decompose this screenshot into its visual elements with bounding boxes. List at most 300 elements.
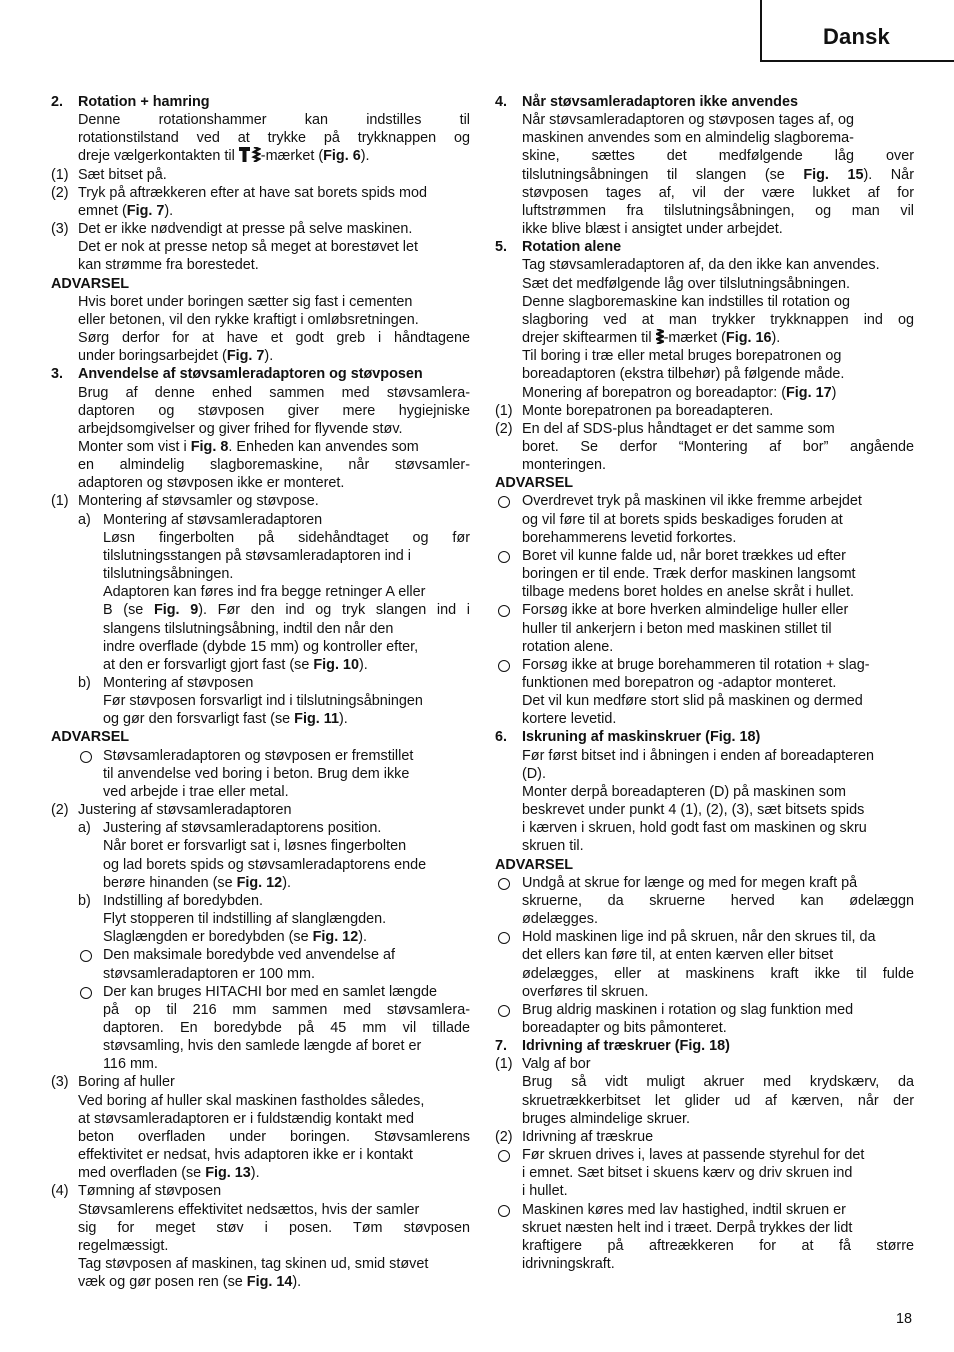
text-line bbox=[495, 910, 914, 928]
text-line bbox=[495, 1001, 914, 1019]
text-line bbox=[495, 129, 914, 147]
line-text: Flyt stopperen til indstilling af slanglængden. bbox=[103, 911, 387, 928]
text-line bbox=[51, 819, 470, 837]
text-line bbox=[495, 946, 914, 964]
text-line bbox=[495, 1219, 914, 1237]
line-text: regelmæssigt. bbox=[78, 1237, 169, 1254]
text-line bbox=[51, 928, 470, 946]
line-text: Brug så vidt muligt akruer med krydskærv, da bbox=[522, 1074, 914, 1091]
line-text: Sæt bitset på. bbox=[78, 166, 167, 183]
item-marker: b) bbox=[78, 892, 91, 909]
line-text: (D). bbox=[522, 765, 546, 782]
line-text: på op til 216 mm sammen med støvsamlera- bbox=[103, 1001, 470, 1018]
text-line bbox=[495, 529, 914, 547]
line-text: Rotation + hamring bbox=[78, 94, 210, 110]
line-text: Når støvsamleradaptoren og støvposen tages af, og bbox=[522, 112, 854, 129]
line-text: En del af SDS-plus håndtaget er det samme som bbox=[522, 420, 835, 437]
line-text: boreadapter og bits påmonteret. bbox=[522, 1019, 727, 1036]
line-text: Tag støvposen af maskinen, tag skinen ud, smid støvet bbox=[78, 1256, 429, 1272]
text-fragment: Monter som vist i bbox=[78, 438, 191, 455]
text-line bbox=[495, 747, 914, 765]
line-text: Monter derpå boreadapteren (D) på maskinen som bbox=[522, 783, 846, 800]
figure-reference: Fig. 6 bbox=[323, 148, 361, 165]
text-line bbox=[495, 347, 914, 365]
left-column bbox=[51, 93, 470, 1291]
figure-reference: Fig. 8 bbox=[190, 438, 229, 455]
text-line bbox=[495, 983, 914, 1001]
item-marker: (3) bbox=[51, 1074, 69, 1091]
line-text: Støvsamleradaptoren og støvposen er fremstillet bbox=[103, 747, 414, 764]
item-marker: (2) bbox=[495, 1128, 513, 1145]
text-line bbox=[51, 1164, 470, 1182]
item-marker: a) bbox=[78, 511, 91, 528]
text-fragment: ). bbox=[360, 148, 370, 165]
text-fragment: ). bbox=[264, 348, 274, 365]
text-line bbox=[495, 184, 914, 202]
text-line bbox=[495, 547, 914, 565]
text-line bbox=[51, 765, 470, 783]
line-text: Indstilling af boredybden. bbox=[103, 892, 264, 909]
text-line bbox=[51, 492, 470, 510]
text-line bbox=[51, 892, 470, 910]
text-fragment: ). Før den ind og tryk slangen ind i bbox=[198, 602, 470, 619]
text-line bbox=[51, 402, 470, 420]
item-marker: (4) bbox=[51, 1183, 69, 1200]
figure-reference: Fig. 11 bbox=[294, 711, 339, 728]
text-fragment: dreje vælgerkontakten til bbox=[78, 148, 239, 165]
line-text: Sørg derfor for at have et godt greb i håndtagene bbox=[78, 330, 470, 347]
item-marker: (2) bbox=[495, 420, 513, 437]
line-text: ved arbejde i trae eller metal. bbox=[103, 783, 289, 800]
text-line bbox=[495, 837, 914, 855]
text-line bbox=[51, 1073, 470, 1091]
text-line bbox=[495, 166, 914, 184]
text-line bbox=[51, 1146, 470, 1164]
figure-reference: Fig. 7 bbox=[126, 202, 165, 219]
text-fragment: . Enheden kan anvendes som bbox=[228, 438, 419, 455]
text-line bbox=[495, 1255, 914, 1273]
item-marker: 3. bbox=[51, 366, 64, 383]
text-line bbox=[51, 874, 470, 892]
text-line bbox=[51, 1055, 470, 1073]
text-line bbox=[495, 1146, 914, 1164]
line-text: Denne rotationshammer kan indstilles til bbox=[78, 112, 470, 129]
section-heading bbox=[495, 93, 914, 111]
text-fragment: og gør den forsvarligt fast (se bbox=[103, 711, 295, 728]
line-text: boret. Se derfor “Montering af bor” angående bbox=[522, 438, 914, 455]
line-text: Justering af støvsamleradaptorens position. bbox=[103, 820, 382, 837]
item-marker: a) bbox=[78, 820, 91, 837]
text-line bbox=[495, 202, 914, 220]
line-text: Undgå at skrue for længe og med for megen kraft på bbox=[522, 874, 858, 891]
text-fragment: drejer skiftearmen til bbox=[522, 330, 656, 347]
text-line bbox=[51, 674, 470, 692]
line-text: kraftigere på aftreækkeren for at få større bbox=[522, 1237, 914, 1254]
line-text: sig for meget støv i posen. Tøm støvposen bbox=[78, 1219, 470, 1236]
text-line bbox=[495, 601, 914, 619]
text-line bbox=[495, 674, 914, 692]
text-line bbox=[495, 965, 914, 983]
text-line bbox=[51, 1128, 470, 1146]
line-text: i kærven i skruen, hold godt fast om maskinen og skru bbox=[522, 820, 867, 837]
item-marker: 4. bbox=[495, 94, 508, 110]
text-line bbox=[495, 311, 914, 329]
line-text: ADVARSEL bbox=[495, 475, 574, 492]
line-text: maskinen anvendes som en almindelig slagborema- bbox=[522, 130, 854, 147]
line-text: Anvendelse af støvsamleradaptoren og støvposen bbox=[78, 366, 423, 383]
line-text: Tag støvsamleradaptoren af, da den ikke kan anvendes. bbox=[522, 257, 880, 274]
line-text: Brug af denne enhed sammen med støvsamlera- bbox=[78, 384, 470, 401]
line-text: Boret vil kunne falde ud, når boret trækkes ud efter bbox=[522, 547, 846, 564]
text-line bbox=[51, 166, 470, 184]
line-text: Brug aldrig maskinen i rotation og slag funktion med bbox=[522, 1001, 854, 1018]
line-text: tilslutningsstangen på støvsamleradaptoren ind i bbox=[103, 547, 411, 564]
figure-reference: Fig. 17 bbox=[786, 384, 832, 401]
text-line bbox=[51, 1237, 470, 1255]
text-fragment: tilslutningsåbningen til slangen (se bbox=[522, 166, 804, 183]
text-line bbox=[51, 347, 470, 365]
line-text: boreadaptoren (ekstra tilbehør) på følgende måde. bbox=[522, 366, 845, 383]
warning-heading bbox=[51, 728, 470, 746]
item-marker: 7. bbox=[495, 1038, 508, 1055]
figure-reference: Fig. 13 bbox=[205, 1165, 251, 1182]
text-line bbox=[495, 783, 914, 801]
text-line bbox=[495, 928, 914, 946]
bullet-circle-icon bbox=[498, 1005, 510, 1017]
text-line bbox=[51, 565, 470, 583]
text-line bbox=[51, 620, 470, 638]
text-line bbox=[495, 1201, 914, 1219]
text-line bbox=[51, 1219, 470, 1237]
line-text: adaptoren og støvposen ikke er monteret. bbox=[78, 475, 345, 492]
text-line bbox=[495, 420, 914, 438]
text-line bbox=[495, 111, 914, 129]
line-text: Der kan bruges HITACHI bor med en samlet længde bbox=[103, 983, 438, 1000]
line-text: ADVARSEL bbox=[51, 275, 130, 292]
text-line bbox=[51, 329, 470, 347]
text-fragment: ). bbox=[282, 874, 291, 891]
line-text: Maskinen køres med lav hastighed, indtil skruen er bbox=[522, 1201, 846, 1218]
line-text: Det er nok at presse netop så meget at borestøvet let bbox=[78, 239, 418, 256]
item-marker: (1) bbox=[51, 166, 69, 183]
text-fragment: berøre hinanden (se bbox=[103, 874, 237, 891]
text-line bbox=[495, 384, 914, 402]
text-line bbox=[51, 1201, 470, 1219]
line-text: Når boret er forsvarligt sat i, løsnes fingerbolten bbox=[103, 838, 407, 855]
line-text: Overdrevet tryk på maskinen vil ikke fremme arbejdet bbox=[522, 493, 862, 510]
text-line bbox=[51, 1255, 470, 1273]
line-text: skruetrækkerbitset let glider ud af kærven, når der bbox=[522, 1092, 914, 1109]
text-fragment: ). Når bbox=[863, 166, 914, 183]
figure-reference: Fig. 9 bbox=[153, 602, 199, 619]
line-text: funktionen med borepatron og -adaptor monteret. bbox=[522, 675, 837, 691]
text-line bbox=[495, 1164, 914, 1182]
line-text: ødelægges, eller at maskinens kraft ikke til fulde bbox=[522, 965, 914, 982]
text-fragment: -mærket ( bbox=[260, 148, 324, 165]
line-text: eller betonen, vil den rykke kraftigt i omløbsretningen. bbox=[78, 311, 419, 328]
line-text: beskrevet under punkt 4 (1), (2), (3), sæt bitsets spids bbox=[522, 802, 865, 819]
text-line bbox=[51, 293, 470, 311]
text-fragment: under boringsarbejdet ( bbox=[78, 348, 227, 365]
line-text: til anvendelse ved boring i beton. Brug dem ikke bbox=[103, 765, 410, 782]
text-line bbox=[495, 874, 914, 892]
text-line bbox=[495, 492, 914, 510]
text-line bbox=[51, 656, 470, 674]
text-fragment: ). bbox=[358, 929, 367, 946]
text-line bbox=[495, 1128, 914, 1146]
line-text: skruet næsten helt ind i træet. Derpå trykkes der lidt bbox=[522, 1219, 853, 1236]
bullet-circle-icon bbox=[498, 1205, 510, 1217]
text-line bbox=[51, 184, 470, 202]
text-line bbox=[495, 656, 914, 674]
text-line bbox=[51, 601, 470, 619]
text-line bbox=[51, 710, 470, 728]
text-line bbox=[51, 420, 470, 438]
text-line bbox=[51, 474, 470, 492]
text-line bbox=[495, 1182, 914, 1200]
line-text: Idrivning af træskrue bbox=[522, 1128, 654, 1145]
line-text: luftstrømmen fra tilslutningsåbningen, og man vil bbox=[522, 202, 914, 219]
text-line bbox=[51, 511, 470, 529]
line-text: at støvsamleradaptoren er i fuldstændig kontakt med bbox=[78, 1110, 414, 1127]
text-line bbox=[51, 438, 470, 456]
line-text: ikke blive blæst i ansigtet under arbejdet. bbox=[522, 221, 783, 238]
text-line bbox=[495, 819, 914, 837]
line-text: støvposen tages af, vil der være lukket af for bbox=[522, 184, 914, 201]
text-line bbox=[51, 256, 470, 274]
line-text: slangens tilslutningsåbning, indtil den når den bbox=[103, 620, 394, 637]
line-text: Montering af støvsamler og støvpose. bbox=[78, 493, 319, 510]
section-heading bbox=[495, 1037, 914, 1055]
bullet-circle-icon bbox=[498, 551, 510, 563]
line-text: tilslutningsåbningen. bbox=[103, 566, 234, 583]
section-heading bbox=[495, 728, 914, 746]
line-text: Boring af huller bbox=[78, 1074, 175, 1091]
line-text: beton overfladen under boringen. Støvsamlerens bbox=[78, 1128, 470, 1145]
item-marker: (2) bbox=[51, 802, 69, 819]
bullet-circle-icon bbox=[498, 1150, 510, 1162]
line-text: overføres til skruen. bbox=[522, 983, 649, 1000]
line-text: i hullet. bbox=[522, 1183, 568, 1200]
line-text: skine, sættes det medfølgende låg over bbox=[522, 148, 914, 165]
line-text: huller til ankerjern i beton med maskinen stillet til bbox=[522, 620, 832, 637]
text-fragment: ) bbox=[831, 384, 837, 401]
line-text: effektivitet er nedsat, hvis adaptoren ikke er i kontakt bbox=[78, 1147, 413, 1164]
text-line bbox=[51, 638, 470, 656]
text-line bbox=[495, 638, 914, 656]
language-title: Dansk bbox=[822, 24, 890, 49]
text-line bbox=[51, 1037, 470, 1055]
text-line bbox=[51, 1182, 470, 1200]
line-text: i emnet. Sæt bitset i skuens kærv og driv skruen ind bbox=[522, 1165, 853, 1182]
text-line bbox=[495, 1073, 914, 1091]
line-text: arbejdsomgivelser og giver frihed for flyvende støv. bbox=[78, 420, 403, 437]
text-fragment: at den er forsvarligt gjort fast (se bbox=[103, 656, 314, 673]
line-text: Forsøg ikke at bruge borehammeren til rotation + slag- bbox=[522, 656, 870, 673]
line-text: Iskruning af maskinskruer (Fig. 18) bbox=[522, 729, 761, 746]
hammer-drill-symbol-icon bbox=[239, 147, 261, 162]
text-line bbox=[495, 892, 914, 910]
line-text: Løsn fingerbolten på sidehåndtaget og før bbox=[103, 529, 470, 546]
text-line bbox=[495, 1237, 914, 1255]
line-text: Montering af støvposen bbox=[103, 675, 254, 691]
line-text: Når støvsamleradaptoren ikke anvendes bbox=[522, 94, 798, 110]
text-fragment: med overfladen (se bbox=[78, 1165, 206, 1182]
text-line bbox=[495, 565, 914, 583]
line-text: Denne slagboremaskine kan indstilles til rotation og bbox=[522, 293, 850, 310]
line-text: 116 mm. bbox=[103, 1056, 158, 1073]
line-text: bruges almindelige skruer. bbox=[522, 1110, 690, 1127]
item-marker: 6. bbox=[495, 729, 508, 746]
text-fragment: Slaglængden er boredybden (se bbox=[103, 929, 313, 946]
text-line bbox=[51, 1001, 470, 1019]
text-line bbox=[495, 1110, 914, 1128]
line-text: Den maksimale boredybde ved anvendelse af bbox=[103, 947, 395, 964]
line-text: boringen er til ende. Træk derfor maskinen langsomt bbox=[522, 566, 856, 583]
bullet-circle-icon bbox=[80, 751, 92, 763]
line-text: Valg af bor bbox=[522, 1056, 591, 1073]
text-line bbox=[51, 456, 470, 474]
text-line bbox=[495, 1019, 914, 1037]
text-line bbox=[495, 511, 914, 529]
text-line bbox=[51, 983, 470, 1001]
bullet-circle-icon bbox=[498, 605, 510, 617]
line-text: en almindelig slagboremaskine, når støvsamler- bbox=[78, 457, 470, 474]
warning-heading bbox=[495, 474, 914, 492]
text-line bbox=[495, 692, 914, 710]
section-heading bbox=[495, 238, 914, 256]
bullet-circle-icon bbox=[498, 496, 510, 508]
text-line bbox=[495, 365, 914, 383]
text-line bbox=[495, 275, 914, 293]
text-line bbox=[495, 765, 914, 783]
page-number: 18 bbox=[896, 1311, 913, 1327]
line-text: slagboring ved at man trykker trykknappen ind og bbox=[522, 311, 914, 328]
text-line bbox=[51, 692, 470, 710]
text-line bbox=[495, 801, 914, 819]
text-fragment: B (se bbox=[103, 602, 154, 619]
line-text: Før først bitset ind i åbningen i enden af boreadapteren bbox=[522, 747, 874, 764]
figure-reference: Fig. 14 bbox=[246, 1274, 293, 1291]
text-line bbox=[51, 856, 470, 874]
item-marker: 2. bbox=[51, 94, 64, 110]
line-text: indre overflade (dybde 15 mm) og kontroller efter, bbox=[103, 638, 419, 655]
text-line bbox=[51, 910, 470, 928]
line-text: kortere levetid. bbox=[522, 711, 617, 728]
text-line bbox=[495, 1055, 914, 1073]
bullet-circle-icon bbox=[80, 950, 92, 962]
text-fragment: ). bbox=[771, 330, 781, 347]
language-tab bbox=[760, 0, 954, 62]
text-line bbox=[495, 620, 914, 638]
item-marker: b) bbox=[78, 675, 91, 691]
line-text: Det vil kun medføre stort slid på maskinen og dermed bbox=[522, 693, 863, 710]
text-fragment: ). bbox=[250, 1165, 260, 1182]
text-fragment: ). bbox=[292, 1274, 302, 1291]
line-text: det ellers kan føre til, at enten kærven eller bitset bbox=[522, 947, 834, 964]
text-line bbox=[495, 256, 914, 274]
line-text: borehammerens levetid forkortes. bbox=[522, 529, 737, 546]
text-line bbox=[51, 1110, 470, 1128]
line-text: Før støvposen forsvarligt ind i tilslutningsåbningen bbox=[103, 693, 423, 710]
bullet-circle-icon bbox=[80, 987, 92, 999]
line-text: og vil føre til at borets spids beskadiges foruden at bbox=[522, 511, 843, 528]
text-line bbox=[495, 1092, 914, 1110]
text-line bbox=[495, 147, 914, 165]
text-line bbox=[51, 583, 470, 601]
text-line bbox=[51, 147, 470, 165]
drill-symbol-icon bbox=[656, 329, 664, 344]
text-fragment: væk og gør posen ren (se bbox=[78, 1274, 247, 1291]
figure-reference: Fig. 12 bbox=[312, 929, 359, 946]
text-line bbox=[51, 202, 470, 220]
line-text: rotation alene. bbox=[522, 638, 614, 655]
line-text: skruerne, da skruerne herved kan ødelæggn bbox=[522, 892, 914, 909]
line-text: Til boring i træ eller metal bruges borepatronen og bbox=[522, 348, 842, 365]
line-text: Forsøg ikke at bore hverken almindelige huller eller bbox=[522, 602, 849, 619]
bullet-circle-icon bbox=[498, 660, 510, 672]
line-text: Før skruen drives i, laves at passende styrehul for det bbox=[522, 1147, 865, 1164]
text-line bbox=[51, 801, 470, 819]
text-line bbox=[495, 402, 914, 420]
text-line bbox=[495, 438, 914, 456]
line-text: Idrivning af træskruer (Fig. 18) bbox=[522, 1038, 730, 1055]
text-line bbox=[495, 456, 914, 474]
figure-reference: Fig. 16 bbox=[725, 330, 772, 347]
line-text: Hold maskinen lige ind på skruen, når den skrues til, da bbox=[522, 929, 876, 946]
line-text: støvsamling, hvis den samlede længde af boret er bbox=[103, 1038, 422, 1055]
line-text: skruen til. bbox=[522, 838, 584, 855]
figure-reference: Fig. 12 bbox=[236, 874, 283, 891]
line-text: tilbage medens boret holdes en anelse skråt i hullet. bbox=[522, 584, 854, 601]
text-line bbox=[51, 129, 470, 147]
line-text: støvsamleradaptoren er 100 mm. bbox=[103, 965, 315, 982]
figure-reference: Fig. 10 bbox=[313, 656, 359, 673]
text-line bbox=[495, 710, 914, 728]
text-line bbox=[51, 1019, 470, 1037]
line-text: rotationstilstand ved at trykke på trykknappen og bbox=[78, 130, 470, 147]
line-text: daptoren og støvposen giver mere hygiejniske bbox=[78, 402, 470, 419]
text-fragment: ). bbox=[358, 656, 368, 673]
text-fragment: ). bbox=[164, 202, 174, 219]
text-line bbox=[495, 583, 914, 601]
line-text: Tømning af støvposen bbox=[78, 1183, 222, 1200]
text-line bbox=[51, 220, 470, 238]
text-fragment: ). bbox=[338, 711, 348, 728]
line-text: Tryk på aftrækkeren efter at have sat borets spids mod bbox=[78, 184, 427, 201]
item-marker: (1) bbox=[51, 493, 69, 510]
text-line bbox=[51, 529, 470, 547]
line-text: Ved boring af huller skal maskinen fastholdes således, bbox=[78, 1092, 425, 1109]
text-fragment: Monering af borepatron og boreadaptor: ( bbox=[522, 384, 786, 401]
bullet-circle-icon bbox=[498, 878, 510, 890]
right-column bbox=[495, 93, 914, 1273]
line-text: og lad borets spids og støvsamleradaptorens ende bbox=[103, 856, 427, 873]
section-heading bbox=[51, 365, 470, 383]
section-heading bbox=[51, 93, 470, 111]
text-line bbox=[51, 837, 470, 855]
line-text: kan strømme fra borestedet. bbox=[78, 257, 259, 274]
line-text: Det er ikke nødvendigt at presse på selve maskinen. bbox=[78, 221, 413, 238]
text-line bbox=[51, 311, 470, 329]
text-line bbox=[51, 238, 470, 256]
line-text: idrivningskraft. bbox=[522, 1256, 615, 1272]
line-text: Hvis boret under boringen sætter sig fast i cementen bbox=[78, 293, 413, 310]
text-line bbox=[51, 747, 470, 765]
text-line bbox=[495, 220, 914, 238]
line-text: ADVARSEL bbox=[495, 856, 574, 873]
figure-reference: Fig. 7 bbox=[226, 348, 265, 365]
